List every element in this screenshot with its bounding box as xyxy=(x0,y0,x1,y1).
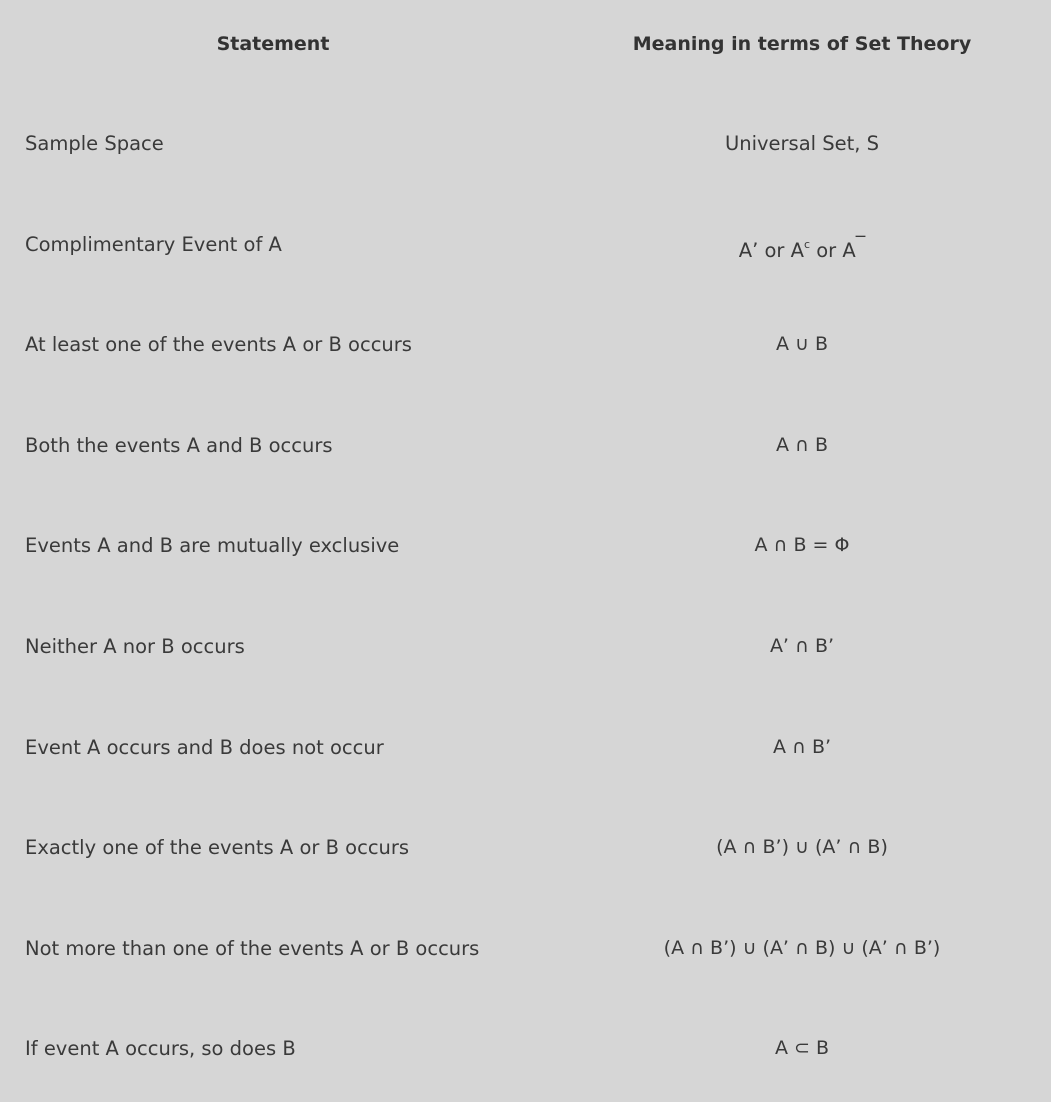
table-row xyxy=(0,297,1051,398)
statement-cell: Complimentary Event of A xyxy=(25,232,282,256)
meaning-text: A’ or A xyxy=(738,238,804,262)
table-header-row xyxy=(0,0,1051,92)
statement-cell: Both the events A and B occurs xyxy=(25,433,333,457)
statement-cell: Exactly one of the events A or B occurs xyxy=(25,836,410,860)
statement-cell: Neither A nor B occurs xyxy=(25,634,245,658)
meaning-cell: A ∪ B xyxy=(775,333,829,356)
table-row xyxy=(0,599,1051,700)
table-row xyxy=(0,1001,1051,1102)
meaning-cell: A ∩ B = Φ xyxy=(754,534,850,557)
meaning-cell: A ∩ B xyxy=(775,433,829,456)
table-row xyxy=(0,700,1051,801)
statement-cell: Events A and B are mutually exclusive xyxy=(25,534,400,558)
statement-cell: Not more than one of the events A or B occurs xyxy=(25,936,480,960)
meaning-cell: (A ∩ B’) ∪ (A’ ∩ B) ∪ (A’ ∩ B’) xyxy=(663,936,941,959)
meaning-cell: A ∩ B’ xyxy=(772,735,832,758)
table-row xyxy=(0,498,1051,599)
overbar-symbol: ‾ xyxy=(855,232,866,255)
meaning-cell: (A ∩ B’) ∪ (A’ ∩ B) xyxy=(716,836,888,859)
table-row xyxy=(0,197,1051,298)
statement-cell: At least one of the events A or B occurs xyxy=(25,333,412,357)
statement-cell: Sample Space xyxy=(25,132,164,155)
meaning-text-or: or A xyxy=(810,238,856,262)
meaning-cell xyxy=(553,233,1051,262)
statement-cell: If event A occurs, so does B xyxy=(25,1037,296,1061)
table-row xyxy=(0,800,1051,901)
meaning-cell: A’ ∩ B’ xyxy=(769,634,835,657)
meaning-cell: Universal Set, S xyxy=(724,132,880,155)
table-row xyxy=(0,96,1051,197)
table-row xyxy=(0,398,1051,499)
complement-superscript: c xyxy=(803,237,811,251)
header-meaning: Meaning in terms of Set Theory xyxy=(632,33,972,55)
table-row xyxy=(0,901,1051,1002)
header-statement: Statement xyxy=(216,33,330,55)
table-body xyxy=(0,96,1051,1102)
statement-cell: Event A occurs and B does not occur xyxy=(25,735,384,759)
meaning-cell: A ⊂ B xyxy=(774,1037,830,1060)
